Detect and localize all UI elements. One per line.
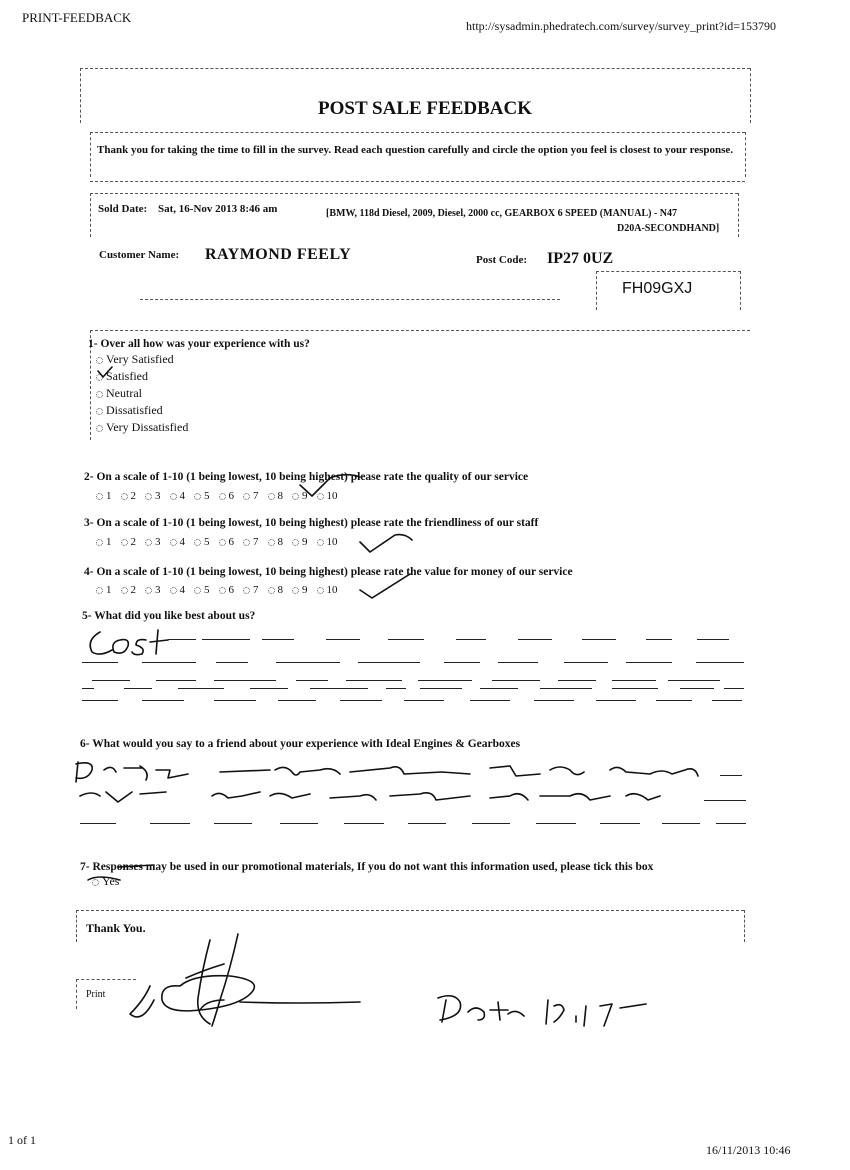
answer-line (82, 688, 94, 689)
answer-line (662, 823, 700, 824)
answer-line (492, 680, 540, 681)
thanks-box-right (744, 910, 745, 942)
answer-line (388, 639, 424, 640)
answer-line (470, 700, 510, 701)
q3-question: 3- On a scale of 1-10 (1 being lowest, 10 being highest) please rate the friendliness of our staff (84, 517, 539, 529)
signature-box-left (76, 979, 77, 1009)
q3-option-label: 10 (326, 536, 338, 548)
product-line-1: [BMW, 118d Diesel, 2009, Diesel, 2000 cc, GEARBOX 6 SPEED (MANUAL) - N47 (326, 208, 678, 219)
q7-question: 7- Responses may be used in our promotional materials, If you do not want this information used, please tick this box (80, 861, 654, 873)
post-code-value: IP27 0UZ (547, 250, 614, 267)
answer-line (696, 662, 744, 663)
q1-option-label: Very Satisfied (106, 352, 174, 366)
answer-line (596, 700, 636, 701)
intro-text: Thank you for taking the time to fill in the survey. Read each question carefully and circle the option you feel is closest to your response. (97, 144, 734, 156)
answer-line (612, 680, 656, 681)
answer-line (358, 662, 420, 663)
q1-question: 1- Over all how was your experience with us? (88, 338, 310, 350)
q1-tick-mark (98, 367, 112, 377)
answer-line (262, 639, 294, 640)
q1-option-label: Neutral (106, 386, 142, 400)
customer-name-value: RAYMOND FEELY (205, 246, 352, 263)
answer-line (408, 823, 446, 824)
answer-line (278, 700, 316, 701)
answer-line (668, 680, 720, 681)
answer-line (340, 700, 382, 701)
answer-line (386, 688, 406, 689)
thanks-box-left (76, 910, 77, 942)
page-title: POST SALE FEEDBACK (318, 98, 532, 119)
q2-question: 2- On a scale of 1-10 (1 being lowest, 10 being highest) please rate the quality of our service (84, 471, 529, 483)
answer-line (214, 823, 252, 824)
answer-line (558, 680, 596, 681)
registration-value: FH09GXJ (622, 280, 693, 297)
answer-line (280, 823, 318, 824)
q6-answer-handwriting (70, 756, 750, 816)
q1-option-label: Dissatisfied (106, 403, 163, 417)
answer-line (142, 700, 184, 701)
answer-line (456, 639, 486, 640)
answer-line (276, 662, 340, 663)
answer-line (326, 639, 360, 640)
answer-line (534, 700, 574, 701)
q3-option-label: 9 (302, 536, 308, 548)
answer-line (612, 688, 658, 689)
q6-question: 6- What would you say to a friend about your experience with Ideal Engines & Gearboxes (80, 738, 521, 750)
q3-option-label: 2 (130, 536, 136, 548)
answer-line (704, 800, 746, 801)
q5-question: 5- What did you like best about us? (82, 610, 256, 622)
answer-line (582, 639, 616, 640)
q4-option-label: 8 (277, 584, 283, 596)
answer-line (124, 688, 152, 689)
q3-option-label: 6 (228, 536, 234, 548)
q1-option-label: Very Dissatisfied (106, 420, 189, 434)
answer-line (310, 688, 368, 689)
answer-line (536, 823, 576, 824)
answer-line (82, 662, 118, 663)
q2-option-label: 3 (155, 490, 161, 502)
answer-line (600, 823, 640, 824)
answer-line (80, 823, 116, 824)
answer-line (716, 823, 746, 824)
page-url: http://sysadmin.phedratech.com/survey/survey_print?id=153790 (466, 19, 777, 33)
answer-line (346, 680, 402, 681)
answer-line (540, 688, 592, 689)
q4-option-label: 3 (155, 584, 161, 596)
answer-line (202, 639, 250, 640)
q3-option-label: 8 (277, 536, 283, 548)
answer-line (404, 700, 444, 701)
answer-line (564, 662, 608, 663)
sold-date-label: Sold Date: (98, 203, 148, 215)
q2-option-label: 9 (302, 490, 308, 502)
answer-line (178, 688, 224, 689)
answer-line (680, 688, 714, 689)
signature-and-date-handwriting (120, 930, 680, 1040)
q1-option-label: Satisfied (106, 369, 148, 383)
answer-line (480, 688, 518, 689)
answer-line (150, 823, 190, 824)
answer-line (418, 680, 472, 681)
q4-option-label: 2 (130, 584, 136, 596)
answer-line (92, 680, 130, 681)
answer-line (712, 700, 742, 701)
answer-line (646, 639, 672, 640)
answer-line (296, 680, 328, 681)
answer-line (344, 823, 384, 824)
q4-option-label: 5 (204, 584, 210, 596)
q3-option-label: 7 (253, 536, 259, 548)
print-label: Print (86, 989, 106, 1000)
q3-option-label: 1 (106, 536, 112, 548)
answer-line (82, 700, 118, 701)
q4-option-label: 6 (228, 584, 234, 596)
q4-option-label: 7 (253, 584, 259, 596)
answer-line (420, 688, 462, 689)
signature-mark (130, 934, 360, 1026)
q2-option-label: 7 (253, 490, 259, 502)
answer-line (724, 688, 744, 689)
page-number: 1 of 1 (8, 1133, 36, 1147)
post-code-label: Post Code: (476, 254, 528, 266)
print-timestamp: 16/11/2013 10:46 (706, 1143, 791, 1157)
answer-line (214, 680, 276, 681)
answer-line (444, 662, 480, 663)
answer-line (656, 700, 692, 701)
answer-line (472, 823, 510, 824)
answer-line (498, 662, 538, 663)
answer-line (518, 639, 552, 640)
q7-strike-marks (80, 858, 180, 888)
q4-option-label: 10 (326, 584, 338, 596)
q2-option-label: 5 (204, 490, 210, 502)
q2-option-label: 6 (228, 490, 234, 502)
answer-line (626, 662, 672, 663)
q2-tick-mark (300, 475, 360, 496)
q4-option-label: 9 (302, 584, 308, 596)
q3-option-label: 4 (179, 536, 185, 548)
product-line-2: D20A-SECONDHAND] (617, 223, 720, 234)
answer-line (214, 700, 256, 701)
thanks-box-top (76, 910, 744, 911)
q4-option-label: 1 (106, 584, 112, 596)
q5-answer-handwriting (90, 630, 168, 655)
date-mark (438, 996, 646, 1026)
answer-line (250, 688, 288, 689)
print-header-label: PRINT-FEEDBACK (22, 10, 132, 25)
answer-line (216, 662, 248, 663)
q4-tick-mark (360, 574, 410, 598)
sold-date-value: Sat, 16-Nov 2013 8:46 am (158, 203, 278, 215)
q7-option-label: Yes (102, 874, 120, 888)
q2-option-label: 8 (277, 490, 283, 502)
thank-you-text: Thank You. (86, 921, 146, 935)
q3-option-label: 5 (204, 536, 210, 548)
answer-line (142, 662, 196, 663)
q2-option-label: 10 (326, 490, 338, 502)
q2-option-label: 1 (106, 490, 112, 502)
answer-line (720, 775, 742, 776)
q4-option-label: 4 (179, 584, 185, 596)
q3-tick-mark (360, 535, 412, 552)
answer-line (156, 680, 196, 681)
answer-line (697, 639, 729, 640)
q2-option-label: 2 (130, 490, 136, 502)
q3-option-label: 3 (155, 536, 161, 548)
q2-option-label: 4 (179, 490, 185, 502)
customer-name-label: Customer Name: (99, 249, 180, 261)
answer-line (168, 639, 196, 640)
q4-question: 4- On a scale of 1-10 (1 being lowest, 10 being highest) please rate the value for money of our service (84, 566, 573, 578)
